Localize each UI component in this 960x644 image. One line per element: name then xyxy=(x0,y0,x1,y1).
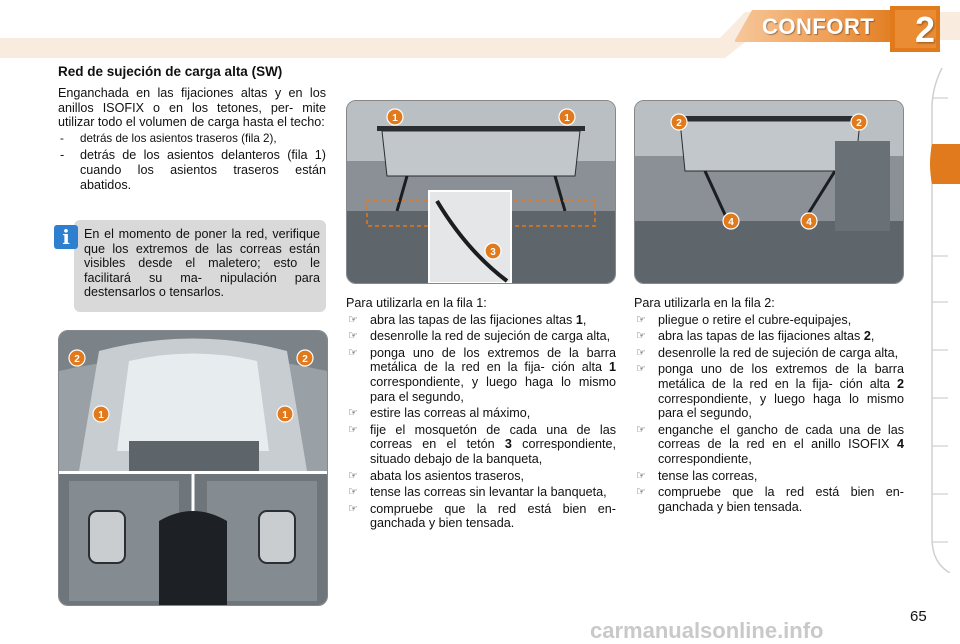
reference-number: 1 xyxy=(608,360,616,375)
svg-text:4: 4 xyxy=(728,217,734,228)
hand-pointer-icon: ☞ xyxy=(348,346,358,359)
reference-number: 1 xyxy=(575,312,583,327)
hand-pointer-icon: ☞ xyxy=(636,423,646,436)
watermark: carmanualsonline.info xyxy=(590,618,824,643)
hand-pointer-icon: ☞ xyxy=(636,363,646,376)
dash-item-text: detrás de los asientos traseros (fila 2), xyxy=(80,131,277,145)
marker-2 xyxy=(69,350,85,366)
instruction-item xyxy=(634,313,904,328)
hand-pointer-icon: ☞ xyxy=(348,502,358,515)
instruction-item xyxy=(634,469,904,484)
photo-interior-anchors xyxy=(58,330,328,606)
hand-pointer-icon: ☞ xyxy=(348,313,358,326)
chapter-title: CONFORT xyxy=(762,14,875,39)
marker-1 xyxy=(277,406,293,422)
instruction-text: abra las tapas de las fijaciones altas xyxy=(658,329,864,344)
info-icon: i xyxy=(54,225,78,249)
instruction-text: desenrolle la red de sujeción de carga alta, xyxy=(658,345,899,360)
hand-pointer-icon: ☞ xyxy=(636,313,646,326)
chapter-number: 2 xyxy=(914,9,936,50)
instruction-text: pliegue o retire el cubre-equipajes, xyxy=(658,312,852,327)
instruction-item xyxy=(346,469,616,484)
hand-pointer-icon: ☞ xyxy=(348,330,358,343)
instruction-text: compruebe que la red está bien en- ganchada y bien tensada. xyxy=(658,485,904,514)
instruction-text: correspondiente, situado debajo de la banqueta, xyxy=(370,437,616,466)
instruction-text: estire las correas al máximo, xyxy=(370,406,531,421)
marker-2 xyxy=(851,114,867,130)
fila1-instructions xyxy=(346,296,616,533)
reference-number: 3 xyxy=(504,437,512,452)
marker-4 xyxy=(801,213,817,229)
fila2-instructions xyxy=(634,296,904,516)
reference-number: 2 xyxy=(896,376,904,391)
instruction-text: fije el mosquetón de cada una de las correas en el tetón xyxy=(370,422,616,452)
instruction-text: tense las correas, xyxy=(658,468,758,483)
svg-text:2: 2 xyxy=(676,118,682,129)
svg-text:1: 1 xyxy=(282,410,288,421)
info-text: En el momento de poner la red, verifique que los extremos de las correas están visibles desde el maletero; esto le facilitará su ma- nipulación para destensarlos o tensarlos. xyxy=(84,227,320,300)
svg-text:3: 3 xyxy=(490,247,496,258)
instruction-text: correspondiente, y luego haga lo mismo para el segundo, xyxy=(658,391,904,421)
instruction-item xyxy=(634,346,904,361)
fila2-list xyxy=(634,313,904,515)
hand-pointer-icon: ☞ xyxy=(636,330,646,343)
instruction-item xyxy=(346,346,616,404)
marker-1 xyxy=(559,109,575,125)
svg-text:1: 1 xyxy=(98,410,104,421)
reference-number: 2 xyxy=(863,329,871,344)
instruction-text: abra las tapas de las fijaciones altas xyxy=(370,312,576,327)
instruction-text: correspondiente, y luego haga lo mismo para el segundo, xyxy=(370,374,616,404)
marker-3 xyxy=(485,243,501,259)
photo-net-row1 xyxy=(346,100,616,284)
page-number: 65 xyxy=(910,608,927,625)
hand-pointer-icon: ☞ xyxy=(348,469,358,482)
svg-text:1: 1 xyxy=(564,113,570,124)
hand-pointer-icon: ☞ xyxy=(348,407,358,420)
instruction-text: , xyxy=(870,329,875,344)
instruction-item xyxy=(346,329,616,344)
instruction-text: enganche el gancho de cada una de las correas de la red en el anillo ISOFIX xyxy=(658,422,904,452)
svg-text:4: 4 xyxy=(806,217,812,228)
instruction-item xyxy=(346,423,616,467)
instruction-item xyxy=(634,329,904,344)
instruction-item xyxy=(346,502,616,531)
instruction-text: ponga uno de los extremos de la barra metálica de la red en la fija- ción alta xyxy=(658,362,904,391)
marker-layer xyxy=(347,101,615,283)
dash-item-text: detrás de los asientos delanteros (fila 1) cuando los asientos traseros están abatidos. xyxy=(80,148,326,192)
chapter-tabs xyxy=(928,68,960,573)
marker-layer xyxy=(59,331,327,605)
intro-paragraph: Enganchada en las fijaciones altas y en los anillos ISOFIX o en los tetones, per- mite utilizar todo el volumen de carga hasta el techo: xyxy=(58,86,326,130)
instruction-text: desenrolle la red de sujeción de carga alta, xyxy=(370,329,611,344)
instruction-item xyxy=(634,423,904,467)
instruction-text: ponga uno de los extremos de la barra metálica de la red en la fija- ción alta xyxy=(370,345,616,375)
hand-pointer-icon: ☞ xyxy=(636,469,646,482)
marker-4 xyxy=(723,213,739,229)
instruction-item xyxy=(634,485,904,514)
dash-item: - detrás de los asientos delanteros (fila 1) cuando los asientos traseros están abatidos. xyxy=(60,148,326,192)
intro-text xyxy=(58,86,326,192)
dash-item: - detrás de los asientos traseros (fila 2), xyxy=(60,131,277,145)
instruction-text: correspondiente, xyxy=(658,451,752,466)
section-title: Red de sujeción de carga alta (SW) xyxy=(58,64,283,79)
marker-2 xyxy=(297,350,313,366)
hand-pointer-icon: ☞ xyxy=(636,346,646,359)
instruction-item xyxy=(346,313,616,328)
svg-text:2: 2 xyxy=(74,354,80,365)
instruction-text: abata los asientos traseros, xyxy=(370,468,525,483)
svg-text:2: 2 xyxy=(302,354,308,365)
fila1-list xyxy=(346,313,616,531)
hand-pointer-icon: ☞ xyxy=(348,486,358,499)
marker-1 xyxy=(93,406,109,422)
fila1-heading: Para utilizarla en la fila 1: xyxy=(346,296,487,310)
instruction-text: compruebe que la red está bien en- ganchada y bien tensada. xyxy=(370,501,616,531)
photo-net-row2 xyxy=(634,100,904,284)
svg-text:2: 2 xyxy=(856,118,862,129)
marker-1 xyxy=(387,109,403,125)
instruction-text: , xyxy=(582,312,587,327)
marker-layer xyxy=(635,101,903,283)
instruction-item xyxy=(634,362,904,420)
fila2-heading: Para utilizarla en la fila 2: xyxy=(634,296,775,310)
hand-pointer-icon: ☞ xyxy=(348,423,358,436)
marker-2 xyxy=(671,114,687,130)
svg-text:1: 1 xyxy=(392,113,398,124)
instruction-item xyxy=(346,485,616,500)
reference-number: 4 xyxy=(896,437,904,452)
instruction-text: tense las correas sin levantar la banqueta, xyxy=(370,485,607,500)
hand-pointer-icon: ☞ xyxy=(636,486,646,499)
instruction-item xyxy=(346,406,616,421)
